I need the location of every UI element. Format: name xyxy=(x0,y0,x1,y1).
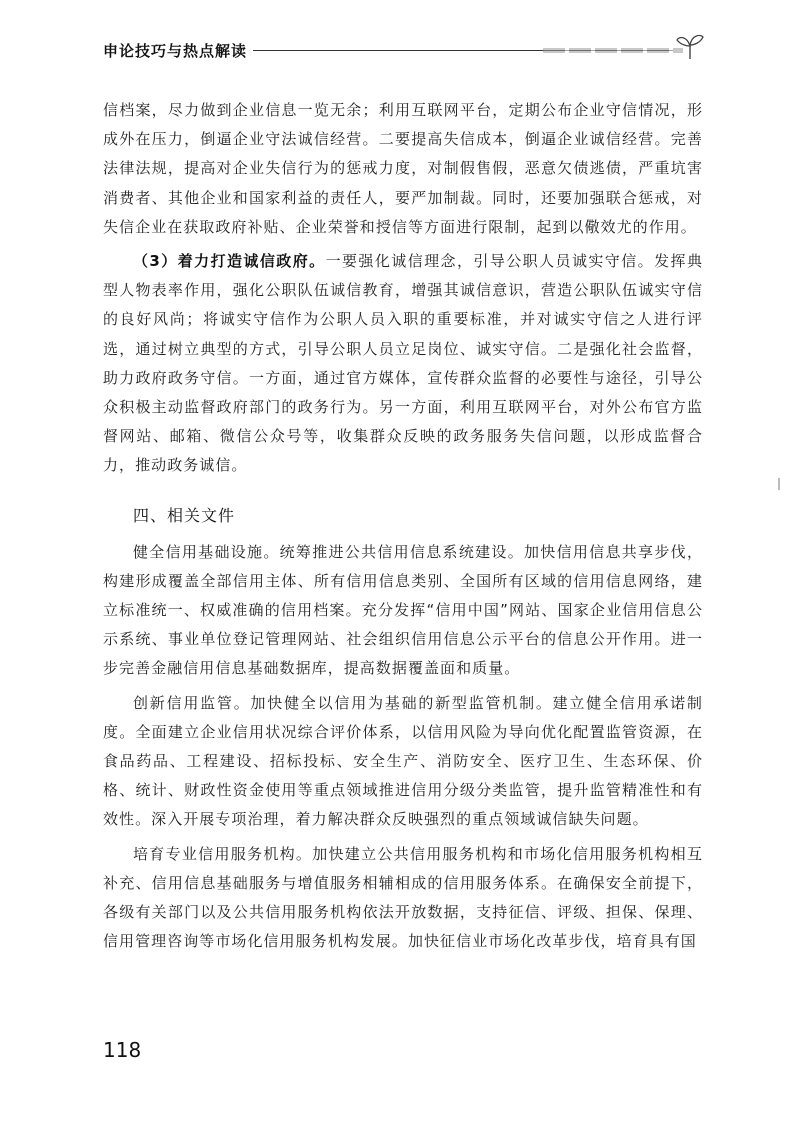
paragraph-body: 一要强化诚信理念，引导公职人员诚实守信。发挥典型人物表率作用，强化公职队伍诚信教育，增强其诚信意识，营造公职队伍诚实守信的良好风尚；将诚实守信作为公职人员入职的重要标准，并对诚实守信之人进行评选，通过树立典型的方式，引导公职人员立足岗位、诚实守信。二是强化社会监督，助力政府政务守信。一方面，通过官方媒体，宣传群众监督的必要性与途径，引导公众积极主动监督政府部门的政务行为。另一方面，利用互联网平台，对外公布官方监督网站、邮箱、微信公众号等，收集群众反映的政务服务失信问题，以形成监督合力，推动政务诚信。 xyxy=(103,252,703,475)
scan-edge-mark xyxy=(778,478,780,490)
paragraph-integrity-government xyxy=(103,247,703,481)
running-header xyxy=(103,36,703,66)
page-body xyxy=(103,96,703,956)
section-heading: 四、相关文件 xyxy=(133,505,236,525)
paragraph-credit-service-agencies: 培育专业信用服务机构。加快建立公共信用服务机构和市场化信用服务机构相互补充、信用信息基础服务与增值服务相辅相成的信用服务体系。在确保安全前提下，各级有关部门以及公共信用服务机构依法开放数据，支持征信、评级、担保、保理、信用管理咨询等市场化信用服务机构发展。加快征信业市场化改革步伐，培育具有国 xyxy=(103,844,703,951)
paragraph-corporate-credit: 信档案，尽力做到企业信息一览无余；利用互联网平台，定期公布企业守信情况，形成外在压力，倒逼企业守法诚信经营。二要提高失信成本，倒逼企业诚信经营。完善法律法规，提高对企业失信行为的惩戒力度，对制假售假，恶意欠债逃债，严重坑害消费者、其他企业和国家利益的责任人，要严加制裁。同时，还要加强联合惩戒，对失信企业在获取政府补贴、企业荣誉和授信等方面进行限制，起到以儆效尤的作用。 xyxy=(103,101,703,236)
paragraph-credit-infrastructure: 健全信用基础设施。统筹推进公共信用信息系统建设。加快信用信息共享步伐，构建形成覆盖全部信用主体、所有信用信息类别、全国所有区域的信用信息网络，建立标准统一、权威准确的信用档案。充分发挥“信用中国”网站、国家企业信用信息公示系统、事业单位登记管理网站、社会组织信用信息公示平台的信息公开作用。进一步完善金融信用信息基础数据库，提高数据覆盖面和质量。 xyxy=(103,542,703,678)
header-title: 申论技巧与热点解读 xyxy=(103,42,248,60)
paragraph-credit-supervision: 创新信用监管。加快健全以信用为基础的新型监管机制。建立健全信用承诺制度。全面建立企业信用状况综合评价体系，以信用风险为导向优化配置监管资源，在食品药品、工程建设、招标投标、安全生产、消防安全、医疗卫生、生态环保、价格、统计、财政性资金使用等重点领域推进信用分级分类监管，提升监管精准性和有效性。深入开展专项治理，着力解决群众反映强烈的重点领域诚信缺失问题。 xyxy=(103,693,703,829)
page-number: 118 xyxy=(103,1038,142,1062)
sprout-icon xyxy=(673,28,707,62)
paragraph-lead: （3）着力打造诚信政府。 xyxy=(133,252,326,271)
header-rule-accent xyxy=(543,48,683,53)
